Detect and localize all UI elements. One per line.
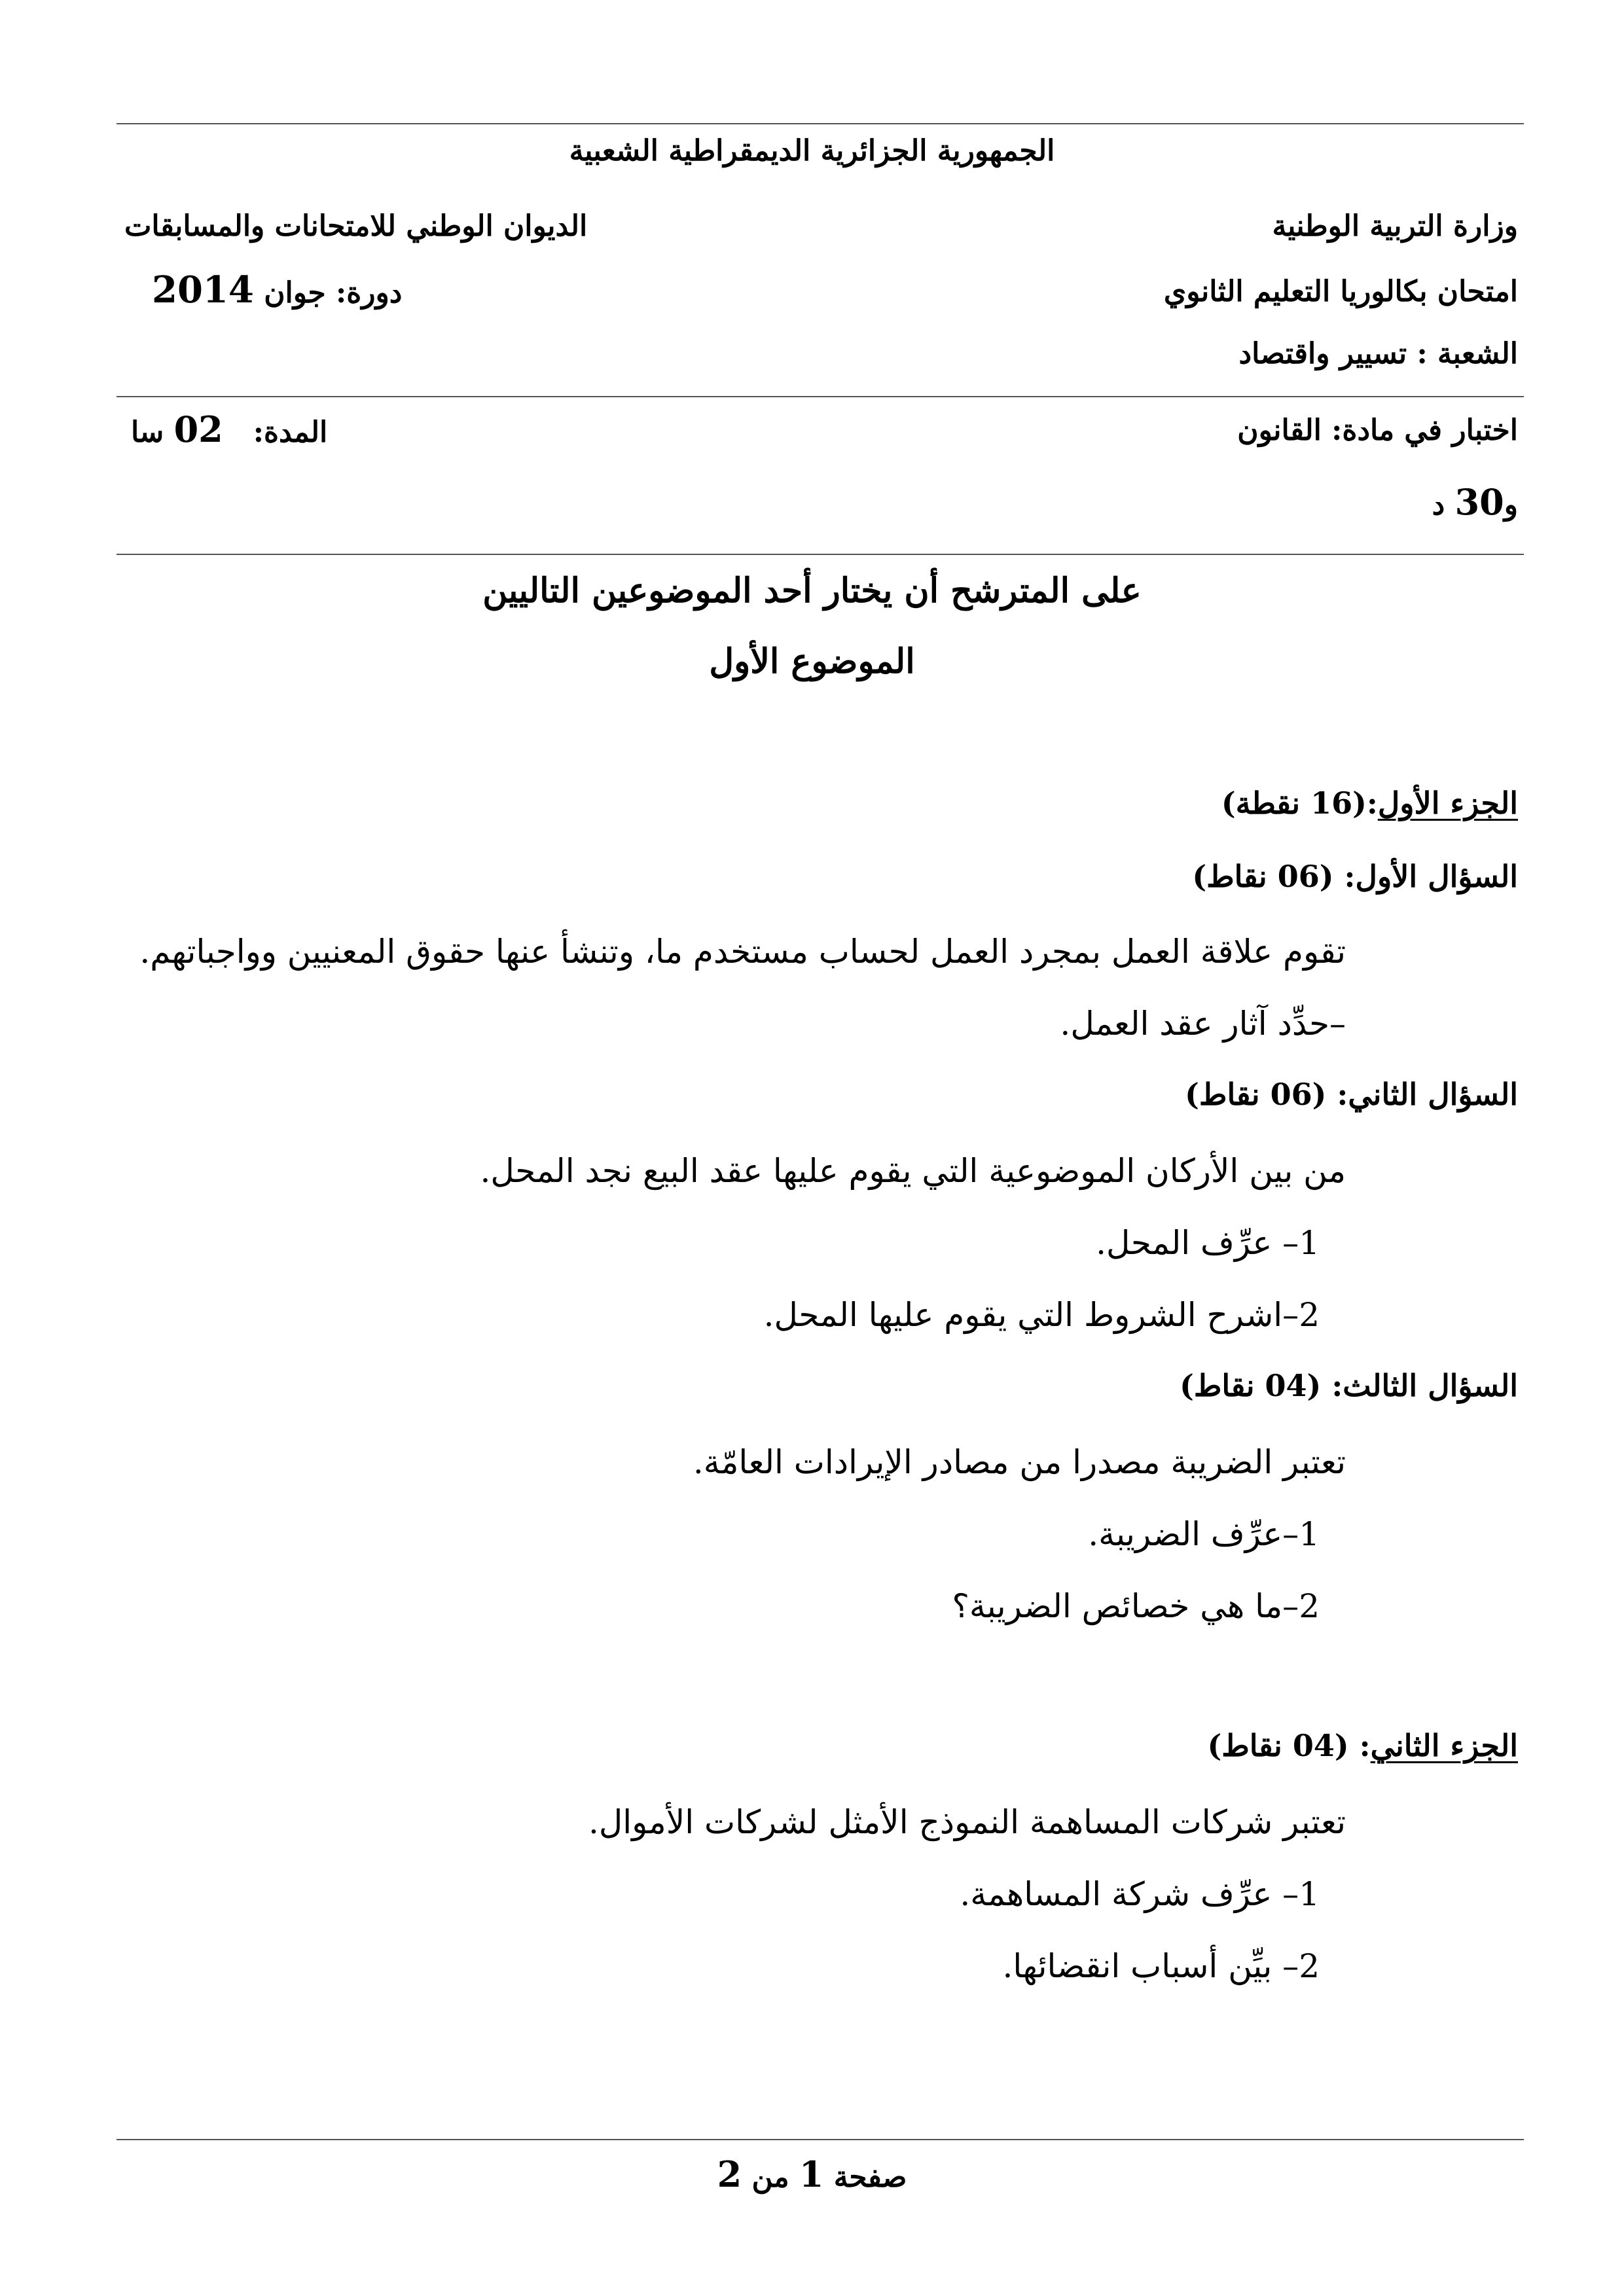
q1-title: السؤال الأول: (06 نقاط) bbox=[1192, 859, 1518, 894]
part2-heading bbox=[1207, 1728, 1518, 1763]
page-label: صفحة bbox=[833, 2161, 907, 2194]
q3-text: تعتبر الضريبة مصدرا من مصادر الإيرادات العامّة. bbox=[693, 1443, 1346, 1481]
part1-points: :(16 نقطة) bbox=[1221, 785, 1378, 821]
page-current: 1 bbox=[799, 2153, 824, 2195]
duration-minutes: 30 bbox=[1454, 481, 1504, 523]
exam-name: امتحان بكالوريا التعليم الثانوي bbox=[1163, 275, 1518, 308]
session-label: دورة: جوان bbox=[264, 276, 403, 310]
top-divider bbox=[117, 123, 1524, 124]
part2-task1: 1– عرِّف شركة المساهمة. bbox=[960, 1875, 1320, 1913]
part2-points: : (04 نقاط) bbox=[1207, 1728, 1371, 1763]
part2-text: تعتبر شركات المساهمة النموذج الأمثل لشركات الأموال. bbox=[588, 1803, 1346, 1841]
duration-hours-unit: سا bbox=[131, 416, 164, 449]
duration-label: المدة: bbox=[253, 416, 328, 449]
q3-task2: 2–ما هي خصائص الضريبة؟ bbox=[952, 1587, 1320, 1625]
q2-title: السؤال الثاني: (06 نقاط) bbox=[1185, 1077, 1518, 1112]
choice-instruction: على المترشح أن يختار أحد الموضوعين التاليين bbox=[482, 571, 1142, 611]
q2-text: من بين الأركان الموضوعية التي يقوم عليها عقد البيع نجد المحل. bbox=[480, 1152, 1346, 1190]
q3-title: السؤال الثالث: (04 نقاط) bbox=[1180, 1368, 1518, 1403]
q3-task1: 1–عرِّف الضريبة. bbox=[1088, 1515, 1320, 1553]
duration-minutes-unit: د bbox=[1432, 488, 1445, 522]
instructions-divider bbox=[117, 554, 1524, 555]
part2-task2: 2– بيِّن أسباب انقضائها. bbox=[1002, 1947, 1320, 1985]
page-total: 2 bbox=[717, 2153, 742, 2195]
header-divider bbox=[117, 396, 1524, 397]
exam-subject: اختبار في مادة: القانون bbox=[1237, 414, 1518, 447]
duration-minutes-prefix: و bbox=[1504, 488, 1518, 522]
topic-title: الموضوع الأول bbox=[709, 641, 915, 681]
part1-title: الجزء الأول bbox=[1377, 785, 1518, 821]
part1-heading bbox=[1221, 785, 1518, 821]
exam-duration-minutes bbox=[1432, 481, 1518, 523]
ministry-name: وزارة التربية الوطنية bbox=[1272, 209, 1518, 243]
page-of: من bbox=[751, 2161, 789, 2194]
session-year: 2014 bbox=[152, 268, 254, 312]
footer-divider bbox=[117, 2139, 1524, 2140]
exam-duration bbox=[131, 408, 327, 450]
q1-text: تقوم علاقة العمل بمجرد العمل لحساب مستخدم ما، وتنشأ عنها حقوق المعنيين وواجباتهم. bbox=[139, 933, 1346, 971]
part2-title: الجزء الثاني bbox=[1370, 1728, 1518, 1763]
exam-office: الديوان الوطني للامتحانات والمسابقات bbox=[124, 209, 588, 243]
q2-task1: 1– عرِّف المحل. bbox=[1096, 1224, 1320, 1262]
republic-title: الجمهورية الجزائرية الديمقراطية الشعبية bbox=[569, 134, 1055, 168]
exam-session bbox=[152, 268, 402, 312]
exam-branch: الشعبة : تسيير واقتصاد bbox=[1238, 337, 1518, 370]
page-number bbox=[0, 2153, 1624, 2195]
q2-task2: 2–اشرح الشروط التي يقوم عليها المحل. bbox=[763, 1296, 1320, 1334]
q1-task: –حدِّد آثار عقد العمل. bbox=[1060, 1005, 1346, 1043]
duration-hours: 02 bbox=[173, 408, 223, 450]
